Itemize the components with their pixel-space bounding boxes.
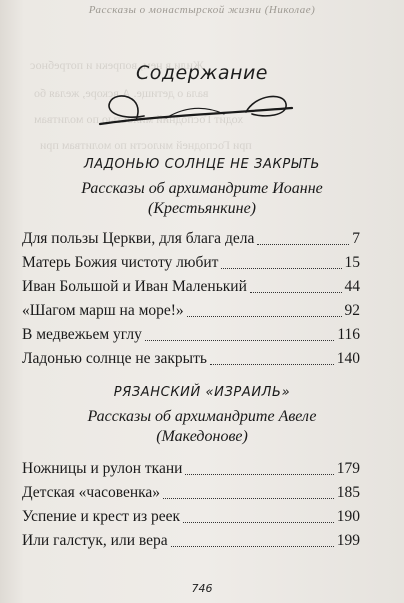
toc-entry[interactable] [22, 530, 360, 552]
toc-entry-title: Ножницы и рулон ткани [22, 460, 183, 477]
toc-entry[interactable] [22, 276, 360, 298]
toc-entry-title: Для пользы Церкви, для блага дела [22, 230, 255, 247]
show-through-text: при Господней милости по молитвам при [40, 138, 252, 152]
show-through-text: ходит Господний милостью по молитвам [34, 112, 244, 126]
dot-leader [183, 522, 334, 523]
toc-entry[interactable] [22, 458, 360, 480]
toc-entry[interactable] [22, 506, 360, 528]
toc-entry-title: Или галстук, или вера [22, 532, 168, 549]
toc-entry[interactable] [22, 348, 360, 370]
page-title: Содержание [136, 62, 268, 84]
part-subtitle: (Македонове) [156, 428, 248, 445]
toc-entry-page: 179 [336, 460, 360, 477]
toc-entry-page: 140 [336, 350, 360, 367]
part-title: ЛАДОНЬЮ СОЛНЦЕ НЕ ЗАКРЫТЬ [83, 157, 321, 172]
page-number: 746 [191, 582, 213, 595]
toc-entry[interactable] [22, 228, 360, 250]
show-through-text: вала о детище. А вскоре, желая бо [34, 86, 209, 100]
dot-leader [171, 546, 334, 547]
toc-entry-page: 92 [344, 302, 360, 319]
dot-leader [187, 316, 342, 317]
part-subtitle: Рассказы об архимандрите Иоанне [81, 180, 323, 197]
toc-entry-page: 185 [336, 484, 360, 501]
toc-entry-title: Ладонью солнце не закрыть [22, 350, 207, 367]
toc-entry-page: 199 [336, 532, 360, 549]
toc-entry-page: 7 [352, 230, 360, 247]
part-subtitle: Рассказы об архимандрите Авеле [87, 408, 317, 425]
dot-leader [210, 364, 334, 365]
toc-entry[interactable] [22, 252, 360, 274]
flourish-divider-icon [96, 86, 296, 130]
toc-entry[interactable] [22, 482, 360, 504]
toc-entry-page: 190 [336, 508, 360, 525]
part-subtitle: (Крестьянкине) [147, 200, 256, 217]
toc-entry-title: Иван Большой и Иван Маленький [22, 278, 247, 295]
dot-leader [250, 292, 342, 293]
dot-leader [185, 474, 333, 475]
toc-entry[interactable] [22, 300, 360, 322]
toc-entry-page: 44 [344, 278, 360, 295]
toc-entry-title: «Шагом марш на море!» [22, 302, 184, 319]
part-title: РЯЗАНСКИЙ «ИЗРАИЛЬ» [113, 385, 291, 400]
show-through-text: Жили в нем, вопреки и потребнос [30, 58, 204, 72]
toc-entry-title: Успение и крест из реек [22, 508, 181, 525]
toc-entry-page: 15 [344, 254, 360, 271]
toc-entry-title: В медвежьем углу [22, 326, 142, 343]
toc-entry-page: 116 [337, 326, 360, 343]
toc-entry-title: Детская «часовенка» [22, 484, 161, 501]
running-head: Рассказы о монастырской жизни (Николае) [88, 4, 316, 16]
toc-entry-title: Матерь Божия чистоту любит [22, 254, 219, 271]
dot-leader [145, 340, 334, 341]
dot-leader [257, 244, 349, 245]
toc-entry[interactable] [22, 324, 360, 346]
dot-leader [221, 268, 341, 269]
dot-leader [163, 498, 334, 499]
